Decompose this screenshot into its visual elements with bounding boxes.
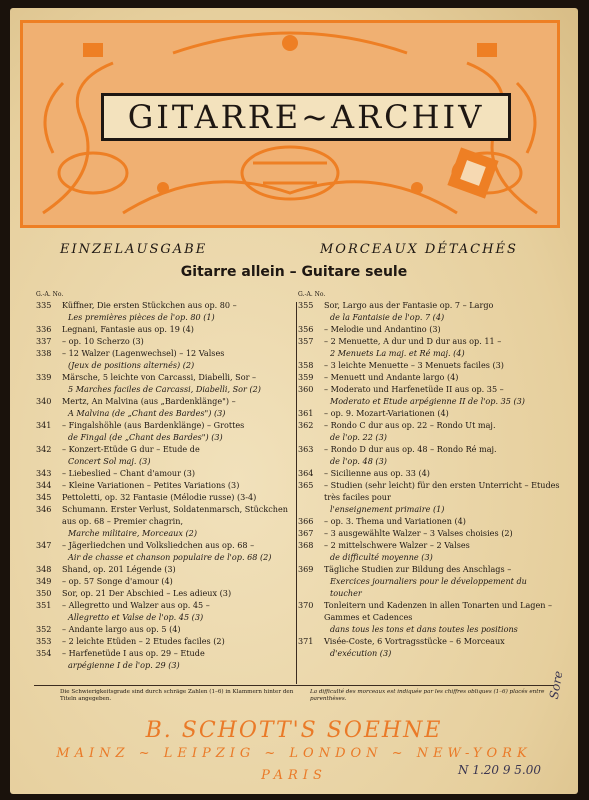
catalog-number: 346 [36, 504, 52, 514]
catalog-entry [36, 635, 298, 647]
catalog-title [62, 371, 298, 395]
catalog-title-german: – Sicilienne aus op. 33 (4) [324, 468, 430, 478]
subhead-german: EINZELAUSGABE [60, 242, 208, 257]
catalog-entry [298, 323, 560, 335]
catalog-title [62, 323, 298, 335]
catalog-column-right [298, 291, 560, 659]
catalog-title-french: Les premières pièces de l'op. 80 (1) [68, 312, 215, 322]
catalog-title-french: Concert Sol maj. (3) [68, 456, 151, 466]
catalog-title-german: – 12 Walzer (Lagenwechsel) – 12 Valses [62, 348, 225, 358]
catalog-entry [298, 599, 560, 635]
catalog-title-german: – op. 57 Songe d'amour (4) [62, 576, 173, 586]
footer-rule [34, 685, 554, 686]
catalog-title-french: de difficulté moyenne (3) [330, 552, 433, 562]
catalog-entry [36, 347, 298, 371]
catalog-list-right [298, 299, 560, 659]
catalog-title-french: Allegretto et Valse de l'op. 45 (3) [68, 612, 204, 622]
catalog-number: 366 [298, 516, 314, 526]
catalog-title-french: de l'op. 48 (3) [330, 456, 387, 466]
catalog-number: 343 [36, 468, 52, 478]
catalog-entry [298, 419, 560, 443]
catalog-number: 350 [36, 588, 52, 598]
catalog-title-german: – Konzert-Etüde G dur – Etude de [62, 444, 200, 454]
catalog-title-french: de Fingal (de „Chant des Bardes") (3) [68, 432, 223, 442]
catalog-number: 339 [36, 372, 52, 382]
catalog-title [324, 479, 560, 515]
catalog-number: 353 [36, 636, 52, 646]
catalog-title [62, 491, 298, 503]
catalog-number: 340 [36, 396, 52, 406]
catalog-number: 356 [298, 324, 314, 334]
catalog-number: 361 [298, 408, 314, 418]
catalog-number: 370 [298, 600, 314, 610]
catalog-number: 371 [298, 636, 314, 646]
catalog-title-german: Visée-Coste, 6 Vortragsstücke – 6 Morceaux [324, 636, 505, 646]
column-number-label: G.-A. No. [298, 291, 326, 298]
catalog-title [62, 503, 298, 539]
catalog-title [62, 563, 298, 575]
catalog-entry [298, 467, 560, 479]
catalog-number: 367 [298, 528, 314, 538]
catalog-title-german: Tägliche Studien zur Bildung des Anschlags – [324, 564, 512, 574]
catalog-title-german: – Kleine Variationen – Petites Variations (3) [62, 480, 240, 490]
catalog-title-german: – Rondo C dur aus op. 22 – Rondo Ut maj. [324, 420, 496, 430]
catalog-entry [298, 359, 560, 371]
catalog-title [324, 635, 560, 659]
catalog-list-left [36, 299, 298, 671]
catalog-number: 337 [36, 336, 52, 346]
catalog-number: 342 [36, 444, 52, 454]
catalog-title-french: Air de chasse et chanson populaire de l'op. 68 (2) [68, 552, 272, 562]
catalog-title-french: d'exécution (3) [330, 648, 392, 658]
catalog-entry [298, 635, 560, 659]
publisher-city-paris: PARIS [261, 768, 327, 783]
catalog-title-german: – Andante largo aus op. 5 (4) [62, 624, 181, 634]
catalog-title-french: dans tous les tons et dans toutes les positions [330, 624, 518, 634]
catalog-title [324, 383, 560, 407]
handwritten-price: N 1.20 9 5.00 [458, 763, 542, 777]
catalog-title-german: Mertz, An Malvina (aus „Bardenklänge") – [62, 396, 236, 406]
catalog-title-german: – Harfenetüde I aus op. 29 – Etude [62, 648, 205, 658]
catalog-title-german: – 3 ausgewählte Walzer – 3 Valses choisies (2) [324, 528, 513, 538]
catalog-entry [298, 335, 560, 359]
catalog-entry [36, 539, 298, 563]
catalog-number: 351 [36, 600, 52, 610]
title-box [101, 93, 511, 141]
catalog-title [62, 575, 298, 587]
catalog-number: 335 [36, 300, 52, 310]
catalog-title-german: Sor, op. 21 Der Abschied – Les adieux (3) [62, 588, 232, 598]
page-title: GITARRE~ARCHIV [127, 98, 485, 136]
catalog-entry [36, 323, 298, 335]
catalog-title [324, 563, 560, 599]
catalog-title-french: Moderato et Etude arpégienne II de l'op. 35 (3) [330, 396, 525, 406]
catalog-title-german: Märsche, 5 leichte von Carcassi, Diabelli, Sor – [62, 372, 257, 382]
catalog-title-french: de la Fantaisie de l'op. 7 (4) [330, 312, 445, 322]
catalog-title-french: 5 Marches faciles de Carcassi, Diabelli, Sor (2) [68, 384, 261, 394]
catalog-title [324, 515, 560, 527]
catalog-title-german: – 2 leichte Etüden – 2 Etudes faciles (2) [62, 636, 225, 646]
catalog-title-german: – Fingalshöhle (aus Bardenklänge) – Grottes [62, 420, 245, 430]
catalog-title [324, 299, 560, 323]
catalog-number: 336 [36, 324, 52, 334]
catalog-entry [298, 515, 560, 527]
catalog-number: 359 [298, 372, 314, 382]
catalog-title [324, 359, 560, 371]
column-divider [296, 302, 297, 684]
catalog-title [62, 335, 298, 347]
catalog-title [62, 635, 298, 647]
catalog-title-german: Shand, op. 201 Légende (3) [62, 564, 176, 574]
catalog-title-german: – Menuett und Andante largo (4) [324, 372, 459, 382]
catalog-title-french: Marche militaire, Morceaux (2) [68, 528, 197, 538]
catalog-title-french: arpégienne I de l'op. 29 (3) [68, 660, 180, 670]
catalog-title-french: (Jeux de positions alternés) (2) [68, 360, 195, 370]
catalog-entry [298, 407, 560, 419]
catalog-title [324, 467, 560, 479]
catalog-title [324, 599, 560, 635]
difficulty-note-french: La difficulté des morceaux est indiquée par les chiffres obliques (1–6) placés entre parenthèses. [310, 689, 545, 702]
catalog-entry [298, 527, 560, 539]
catalog-title-german: – Rondo D dur aus op. 48 – Rondo Ré maj. [324, 444, 497, 454]
catalog-entry [298, 563, 560, 599]
catalog-title-german: – Allegretto und Walzer aus op. 45 – [62, 600, 210, 610]
catalog-title-german: Sor, Largo aus der Fantasie op. 7 – Largo [324, 300, 494, 310]
catalog-number: 352 [36, 624, 52, 634]
publisher-name: B. SCHOTT'S SOEHNE [145, 718, 443, 743]
catalog-title-german: Küffner, Die ersten Stückchen aus op. 80 – [62, 300, 237, 310]
catalog-title-french: de l'op. 22 (3) [330, 432, 387, 442]
catalog-number: 345 [36, 492, 52, 502]
catalog-title [324, 323, 560, 335]
publisher-cities: MAINZ ~ LEIPZIG ~ LONDON ~ NEW-YORK [56, 746, 532, 761]
catalog-number: 349 [36, 576, 52, 586]
catalog-entry [298, 479, 560, 515]
catalog-entry [298, 539, 560, 563]
catalog-entry [36, 371, 298, 395]
catalog-title-german: – op. 9. Mozart-Variationen (4) [324, 408, 449, 418]
handwritten-margin-note: Sore [546, 669, 566, 701]
column-number-label: G.-A. No. [36, 291, 64, 298]
catalog-title-german: – op. 3. Thema und Variationen (4) [324, 516, 466, 526]
catalog-title-french: 2 Menuets La maj. et Ré maj. (4) [330, 348, 465, 358]
catalog-number: 341 [36, 420, 52, 430]
catalog-entry [298, 299, 560, 323]
catalog-title-french: Exercices journaliers pour le développement du toucher [330, 576, 527, 598]
catalog-title [62, 623, 298, 635]
catalog-title [62, 647, 298, 671]
catalog-number: 344 [36, 480, 52, 490]
catalog-title-german: – Melodie und Andantino (3) [324, 324, 441, 334]
catalog-entry [36, 299, 298, 323]
catalog-title [62, 539, 298, 563]
catalog-entry [298, 383, 560, 407]
catalog-entry [36, 335, 298, 347]
catalog-title [62, 599, 298, 623]
difficulty-note-german: Die Schwierigkeitsgrade sind durch schräge Zahlen (1–6) in Klammern hinter den Titeln angegeben. [60, 689, 294, 702]
catalog-title [62, 395, 298, 419]
catalog-entry [36, 395, 298, 419]
catalog-number: 362 [298, 420, 314, 430]
catalog-entry [36, 491, 298, 503]
catalog-entry [36, 575, 298, 587]
catalog-number: 368 [298, 540, 314, 550]
catalog-number: 360 [298, 384, 314, 394]
catalog-number: 365 [298, 480, 314, 490]
catalog-title-french: l'enseignement primaire (1) [330, 504, 445, 514]
subhead-instrument: Gitarre allein – Guitare seule [180, 264, 408, 280]
catalog-entry [36, 623, 298, 635]
catalog-number: 348 [36, 564, 52, 574]
catalog-number: 355 [298, 300, 314, 310]
catalog-number: 358 [298, 360, 314, 370]
catalog-entry [36, 587, 298, 599]
catalog-title-german: – 2 Menuette, A dur und D dur aus op. 11 – [324, 336, 502, 346]
catalog-title [324, 371, 560, 383]
ornamental-header [20, 20, 560, 228]
catalog-number: 347 [36, 540, 52, 550]
catalog-title [62, 347, 298, 371]
catalog-title [324, 527, 560, 539]
subhead-french: MORCEAUX DÉTACHÉS [320, 242, 518, 257]
catalog-title-german: – Studien (sehr leicht) für den ersten Unterricht – Etudes très faciles pour [324, 480, 560, 502]
catalog-entry [36, 599, 298, 623]
catalog-entry [298, 371, 560, 383]
catalog-title-german: – Jägerliedchen und Volksliedchen aus op. 68 – [62, 540, 255, 550]
catalog-entry [36, 647, 298, 671]
catalog-title [62, 299, 298, 323]
catalog-entry [36, 467, 298, 479]
catalog-title [62, 419, 298, 443]
sheet-music-cover [10, 8, 578, 794]
catalog-title-french: A Malvina (de „Chant des Bardes") (3) [68, 408, 226, 418]
catalog-title [324, 335, 560, 359]
catalog-entry [36, 479, 298, 491]
catalog-title-german: Schumann. Erster Verlust, Soldatenmarsch, Stückchen aus op. 68 – Premier chagrin, [62, 504, 288, 526]
catalog-title [62, 443, 298, 467]
catalog-title [324, 407, 560, 419]
catalog-entry [36, 503, 298, 539]
catalog-number: 363 [298, 444, 314, 454]
catalog-entry [36, 443, 298, 467]
catalog-title-german: Legnani, Fantasie aus op. 19 (4) [62, 324, 194, 334]
catalog-number: 357 [298, 336, 314, 346]
catalog-title-german: – Moderato und Harfenetüde II aus op. 35 – [324, 384, 504, 394]
catalog-column-left [36, 291, 298, 671]
catalog-entry [36, 563, 298, 575]
catalog-title-german: – Liebeslied – Chant d'amour (3) [62, 468, 196, 478]
catalog-title [324, 419, 560, 443]
catalog-number: 338 [36, 348, 52, 358]
catalog-title-german: – op. 10 Scherzo (3) [62, 336, 144, 346]
catalog-title [62, 479, 298, 491]
catalog-number: 354 [36, 648, 52, 658]
catalog-title-german: – 2 mittelschwere Walzer – 2 Valses [324, 540, 470, 550]
catalog-title [324, 443, 560, 467]
catalog-title-german: – 3 leichte Menuette – 3 Menuets faciles (3) [324, 360, 504, 370]
catalog-number: 364 [298, 468, 314, 478]
catalog-title-german: Pettoletti, op. 32 Fantasie (Mélodie russe) (3-4) [62, 492, 257, 502]
catalog-entry [298, 443, 560, 467]
catalog-title [62, 467, 298, 479]
catalog-title [324, 539, 560, 563]
catalog-title-german: Tonleitern und Kadenzen in allen Tonarten und Lagen – Gammes et Cadences [324, 600, 553, 622]
catalog-entry [36, 419, 298, 443]
catalog-number: 369 [298, 564, 314, 574]
catalog-title [62, 587, 298, 599]
